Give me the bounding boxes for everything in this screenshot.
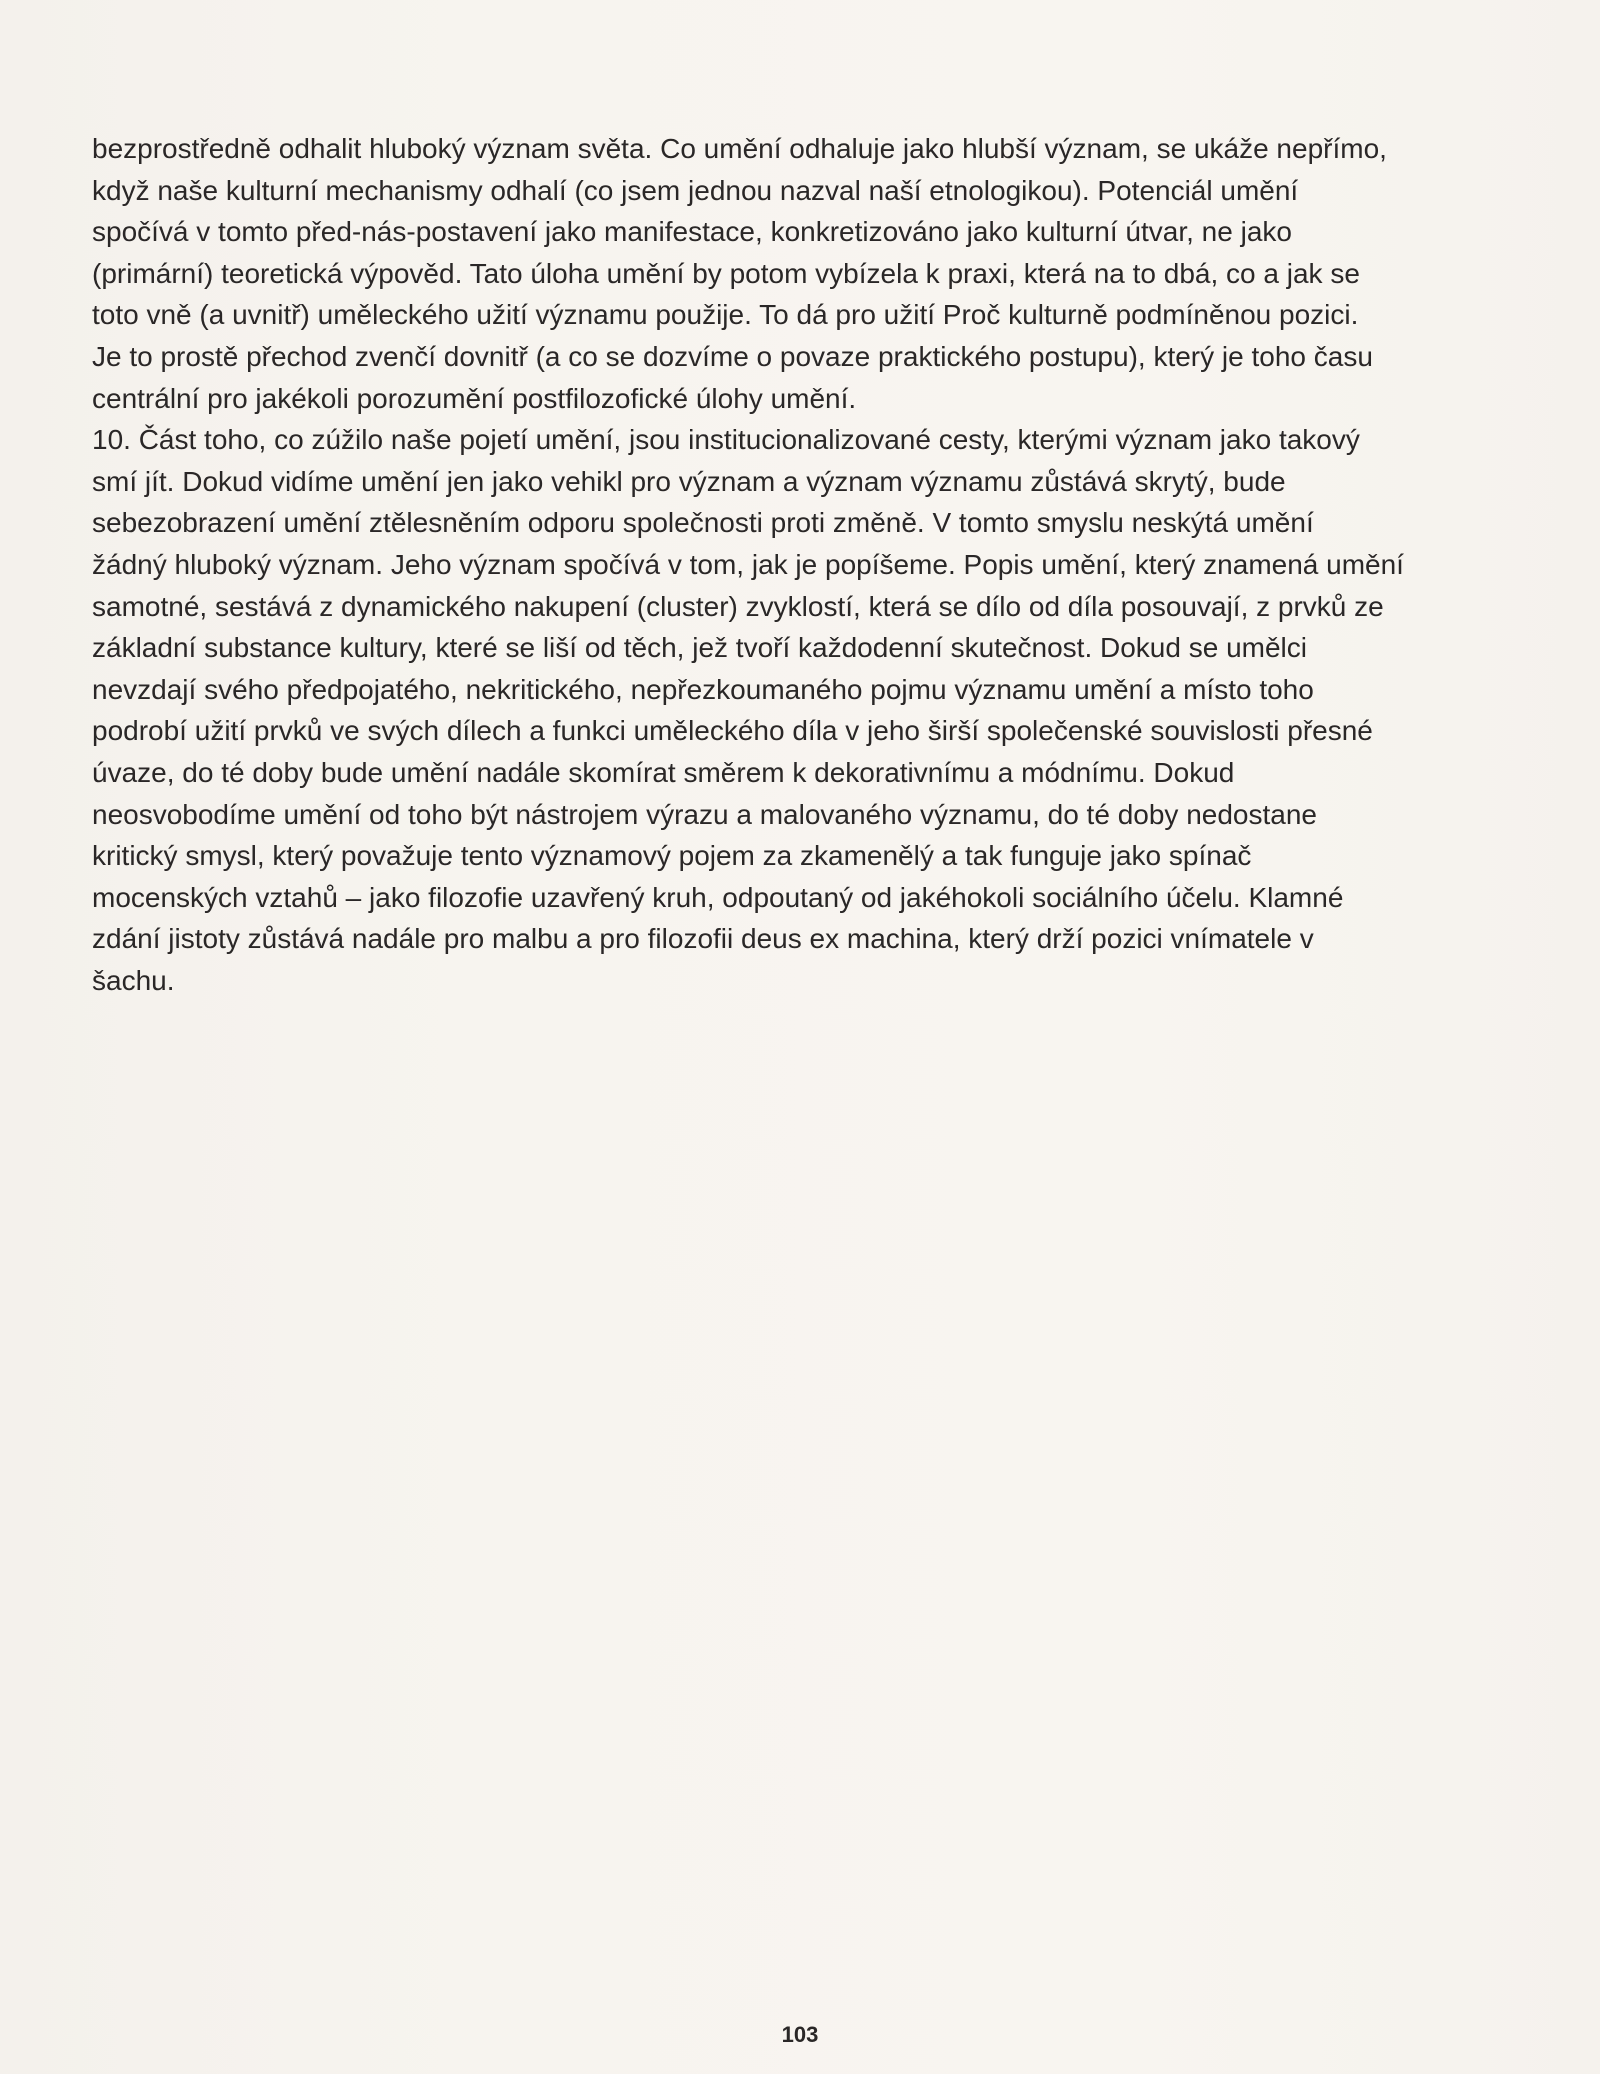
text-line: 10. Část toho, co zúžilo naše pojetí umění, jsou institucionalizované cesty, kterými význam jako takový: [92, 424, 1360, 456]
text-line: neosvobodíme umění od toho být nástrojem výrazu a malovaného významu, do té doby nedostane: [92, 798, 1317, 830]
page-number: 103: [781, 2022, 819, 2047]
text-line: samotné, sestává z dynamického nakupení (cluster) zvyklostí, která se dílo od díla posouvají, z prvků ze: [92, 590, 1384, 622]
text-line: kritický smysl, který považuje tento významový pojem za zkamenělý a tak funguje jako spínač: [92, 840, 1252, 872]
text-line: když naše kulturní mechanismy odhalí (co jsem jednou nazval naší etnologikou). Potenciál umění: [92, 174, 1299, 206]
text-line: toto vně (a uvnitř) uměleckého užití významu použije. To dá pro užití Proč kulturně podmíněnou pozici.: [92, 299, 1359, 331]
text-line: smí jít. Dokud vidíme umění jen jako vehikl pro význam a význam významu zůstává skrytý, bude: [92, 465, 1286, 497]
text-line: nevzdají svého předpojatého, nekritického, nepřezkoumaného pojmu významu umění a místo toho: [92, 673, 1314, 705]
text-line: základní substance kultury, které se liší od těch, jež tvoří každodenní skutečnost. Dokud se umělci: [92, 632, 1307, 664]
text-line: žádný hluboký význam. Jeho význam spočívá v tom, jak je popíšeme. Popis umění, který znamená umění: [92, 548, 1404, 580]
text-line: šachu.: [92, 964, 175, 996]
text-line: mocenských vztahů – jako filozofie uzavřený kruh, odpoutaný od jakéhokoli sociálního účelu. Klamné: [92, 881, 1344, 913]
text-line: podrobí užití prvků ve svých dílech a funkci uměleckého díla v jeho širší společenské souvislosti přesné: [92, 715, 1373, 747]
text-line: bezprostředně odhalit hluboký význam světa. Co umění odhaluje jako hlubší význam, se ukáže nepřímo,: [92, 133, 1387, 164]
text-line: (primární) teoretická výpověd. Tato úloha umění by potom vybízela k praxi, která na to dbá, co a jak se: [92, 257, 1360, 289]
text-line: zdání jistoty zůstává nadále pro malbu a pro filozofii deus ex machina, který drží pozici vnímatele v: [92, 923, 1314, 955]
body-text: [92, 128, 1512, 1001]
text-line: spočívá v tomto před-nás-postavení jako manifestace, konkretizováno jako kulturní útvar, ne jako: [92, 216, 1292, 248]
text-line: sebezobrazení umění ztělesněním odporu společnosti proti změně. V tomto smyslu neskýtá umění: [92, 507, 1314, 539]
text-line: Je to prostě přechod zvenčí dovnitř (a co se dozvíme o povaze praktického postupu), který je toho času: [92, 340, 1373, 372]
text-line: centrální pro jakékoli porozumění postfilozofické úlohy umění.: [92, 382, 857, 414]
text-line: úvaze, do té doby bude umění nadále skomírat směrem k dekorativnímu a módnímu. Dokud: [92, 756, 1235, 788]
